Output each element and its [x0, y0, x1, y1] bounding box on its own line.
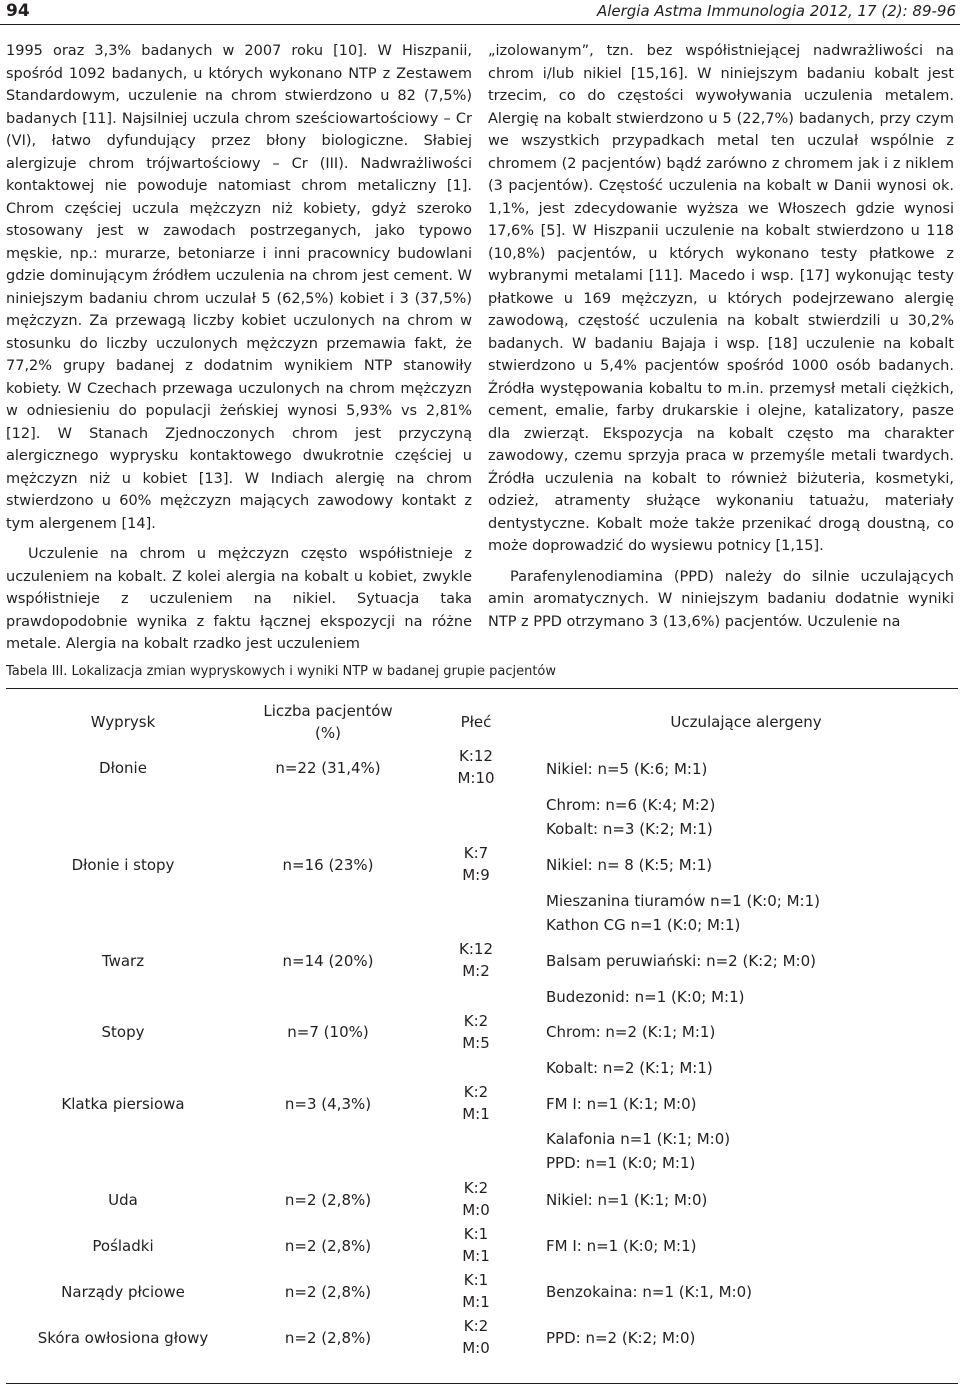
header-plec: Płeć — [460, 713, 492, 731]
row-allergen: Kobalt: n=2 (K:1; M:1) — [546, 1059, 713, 1077]
row-allergen: Chrom: n=6 (K:4; M:2) — [546, 796, 716, 814]
row-allergen: Kathon CG n=1 (K:0; M:1) — [546, 916, 741, 934]
row-allergen: PPD: n=2 (K:2; M:0) — [546, 1329, 696, 1347]
row-allergen: Kalafonia n=1 (K:1; M:0) — [546, 1130, 731, 1148]
row-sex: K:2 M:1 — [462, 1083, 490, 1123]
right-paragraph-1: „izolowanym”, tzn. bez współistniejącej nadwrażliwości na chrom i/lub nikiel [15,16]. W niniejszym badaniu kobalt jest trzecim, co do częstości wywoływania uczulenia metalem. Alergię na kobalt stwierdzono u 5 (22,7%) badanych, przy czym we wszystkich przypadkach metal ten uczulał wspólnie z chromem (2 pacjentów) bądź zarówno z chromem jak i z niklem (3 pacjentów). Częstość uczulenia na kobalt w Danii wynosi ok. 1,1%, jest zdecydowanie wyższa we Włoszech gdzie wynosi 17,6% [5]. W Hiszpanii uczulenie na kobalt stwierdzono u 118 (10,8%) pacjentów, u których wykonano testy płatkowe z wybranymi metalami [11]. Macedo i wsp. [17] wykonując testy płatkowe u 169 mężczyzn, u których podejrzewano alergię zawodową, częstość uczulenia na kobalt stwierdzili u 30,2% badanych. W badaniu Bajaja i wsp. [18] uczulenie na kobalt stwierdzono u 5,4% pacjentów spośród 1000 osób badanych. Źródła występowania kobaltu to m.in. przemysł metali ciężkich, cement, emalie, farby drukarskie i olejne, katalizatory, pasze dla zwierząt. Ekspozycja na kobalt często ma charakter zawodowy, czemu sprzyja praca w przemyśle metali twardych. Źródła uczulenia na kobalt to również biżuteria, kosmetyki, odzież, atramenty służące wykonaniu tatuażu, materiały dentystyczne. Kobalt może także przenikać drogą doustną, co może doprowadzić do wysiewu potnicy [1,15]. — [488, 43, 954, 554]
row-count: n=2 (2,8%) — [284, 1191, 372, 1209]
row-sex: K:2 M:0 — [462, 1179, 490, 1219]
row-allergen: PPD: n=1 (K:0; M:1) — [546, 1154, 696, 1172]
left-column — [6, 40, 472, 656]
row-count: n=22 (31,4%) — [275, 759, 381, 777]
row-count: n=7 (10%) — [287, 1023, 369, 1041]
row-site: Pośladki — [92, 1237, 154, 1255]
row-count: n=3 (4,3%) — [284, 1095, 372, 1113]
right-paragraph-2: Parafenylenodiamina (PPD) należy do silnie uczulających amin aromatycznych. W niniejszym badaniu dodatnie wyniki NTP z PPD otrzymano 3 (13,6%) pacjentów. Uczulenie na — [488, 568, 954, 630]
journal-citation: Alergia Astma Immunologia 2012, 17 (2): 89-96 — [596, 2, 956, 20]
row-site: Narządy płciowe — [61, 1283, 185, 1301]
row-allergen: Nikiel: n=1 (K:1; M:0) — [546, 1191, 708, 1209]
row-site: Klatka piersiowa — [61, 1095, 185, 1113]
row-count: n=2 (2,8%) — [284, 1237, 372, 1255]
header-rule — [0, 24, 960, 25]
row-site: Skóra owłosiona głowy — [37, 1329, 209, 1347]
row-site: Dłonie i stopy — [71, 856, 175, 874]
row-allergen: Mieszanina tiuramów n=1 (K:0; M:1) — [546, 892, 820, 910]
left-paragraph-2: Uczulenie na chrom u mężczyzn często współistnieje z uczuleniem na kobalt. Z kolei alergia na kobalt u kobiet, zwykle współistnieje z uczuleniem na nikiel. Sytuacja taka prawdopodobnie wynika z faktu łącznej ekspozycji na różne metale. Alergia na kobalt rzadko jest uczuleniem — [6, 546, 472, 652]
row-sex: K:12 M:10 — [457, 747, 495, 787]
row-allergen: Nikiel: n=5 (K:6; M:1) — [546, 760, 708, 778]
row-count: n=14 (20%) — [282, 952, 374, 970]
row-count: n=16 (23%) — [282, 856, 374, 874]
header-wyprysk: Wyprysk — [90, 713, 156, 731]
left-paragraph-1: 1995 oraz 3,3% badanych w 2007 roku [10]. W Hiszpanii, spośród 1092 badanych, u których wykonano NTP z Zestawem Standardowym, uczulenie na chrom stwierdzono u 82 (7,5%) badanych [11]. Najsilniej uczula chrom sześciowartościowy – Cr (VI), łatwo dyfundujący przez błony biologiczne. Słabiej alergizuje chrom trójwartościowy – Cr (III). Nadwrażliwości kontaktowej nie powoduje natomiast chrom metaliczny [1]. Chrom częściej uczula mężczyzn niż kobiety, gdyż szeroko stosowany jest w zawodach postrzeganych, jako typowo męskie, np.: murarze, betoniarze i inni pracownicy budowlani gdzie dominującym źródłem uczulenia na chrom jest cement. W niniejszym badaniu chrom uczulał 5 (62,5%) kobiet i 3 (37,5%) mężczyzn. Za przewagą liczby kobiet uczulonych na chrom w stosunku do liczby uczulonych mężczyzn przemawia fakt, że 77,2% grupy badanej z dodatnim wynikiem NTP stanowiły kobiety. W Czechach przewaga uczulonych na chrom mężczyzn w odniesieniu do populacji żeńskiej wynosi 5,93% vs 2,81% [12]. W Stanach Zjednoczonych chrom jest przyczyną alergicznego wyprysku kontaktowego dwukrotnie częściej u mężczyzn niż u kobiet [13]. W Indiach alergię na chrom stwierdzono u 60% mężczyzn mających zawodowy kontakt z tym alergenem [14]. — [6, 43, 472, 532]
row-allergen: Benzokaina: n=1 (K:1, M:0) — [546, 1283, 752, 1301]
table-caption: Tabela III. Lokalizacja zmian wypryskowych i wyniki NTP w badanej grupie pacjentów — [6, 664, 557, 679]
row-sex: K:12 M:2 — [459, 940, 493, 980]
row-allergen: Budezonid: n=1 (K:0; M:1) — [546, 988, 745, 1006]
table-bottom-rule — [6, 1383, 958, 1384]
right-column — [488, 40, 954, 633]
row-sex: K:2 M:5 — [462, 1012, 490, 1052]
row-allergen: FM I: n=1 (K:0; M:1) — [546, 1237, 697, 1255]
row-site: Uda — [108, 1191, 138, 1209]
row-sex: K:2 M:0 — [462, 1317, 490, 1357]
row-allergen: FM I: n=1 (K:1; M:0) — [546, 1095, 697, 1113]
row-allergen: Balsam peruwiański: n=2 (K:2; M:0) — [546, 952, 816, 970]
row-count: n=2 (2,8%) — [284, 1283, 372, 1301]
row-site: Dłonie — [99, 759, 147, 777]
table-top-rule — [6, 688, 958, 689]
row-sex: K:1 M:1 — [462, 1271, 490, 1311]
row-sex: K:1 M:1 — [462, 1225, 490, 1265]
header-uczulajace-alergeny: Uczulające alergeny — [670, 713, 822, 731]
row-allergen: Kobalt: n=3 (K:2; M:1) — [546, 820, 713, 838]
page-header — [0, 0, 960, 24]
row-count: n=2 (2,8%) — [284, 1329, 372, 1347]
row-allergen: Chrom: n=2 (K:1; M:1) — [546, 1023, 716, 1041]
row-site: Twarz — [101, 952, 145, 970]
row-allergen: Nikiel: n= 8 (K:5; M:1) — [546, 856, 713, 874]
header-liczba-pacjentow: Liczba pacjentów (%) — [263, 702, 393, 742]
page-number: 94 — [6, 1, 30, 21]
row-sex: K:7 M:9 — [462, 844, 490, 884]
row-site: Stopy — [101, 1023, 145, 1041]
